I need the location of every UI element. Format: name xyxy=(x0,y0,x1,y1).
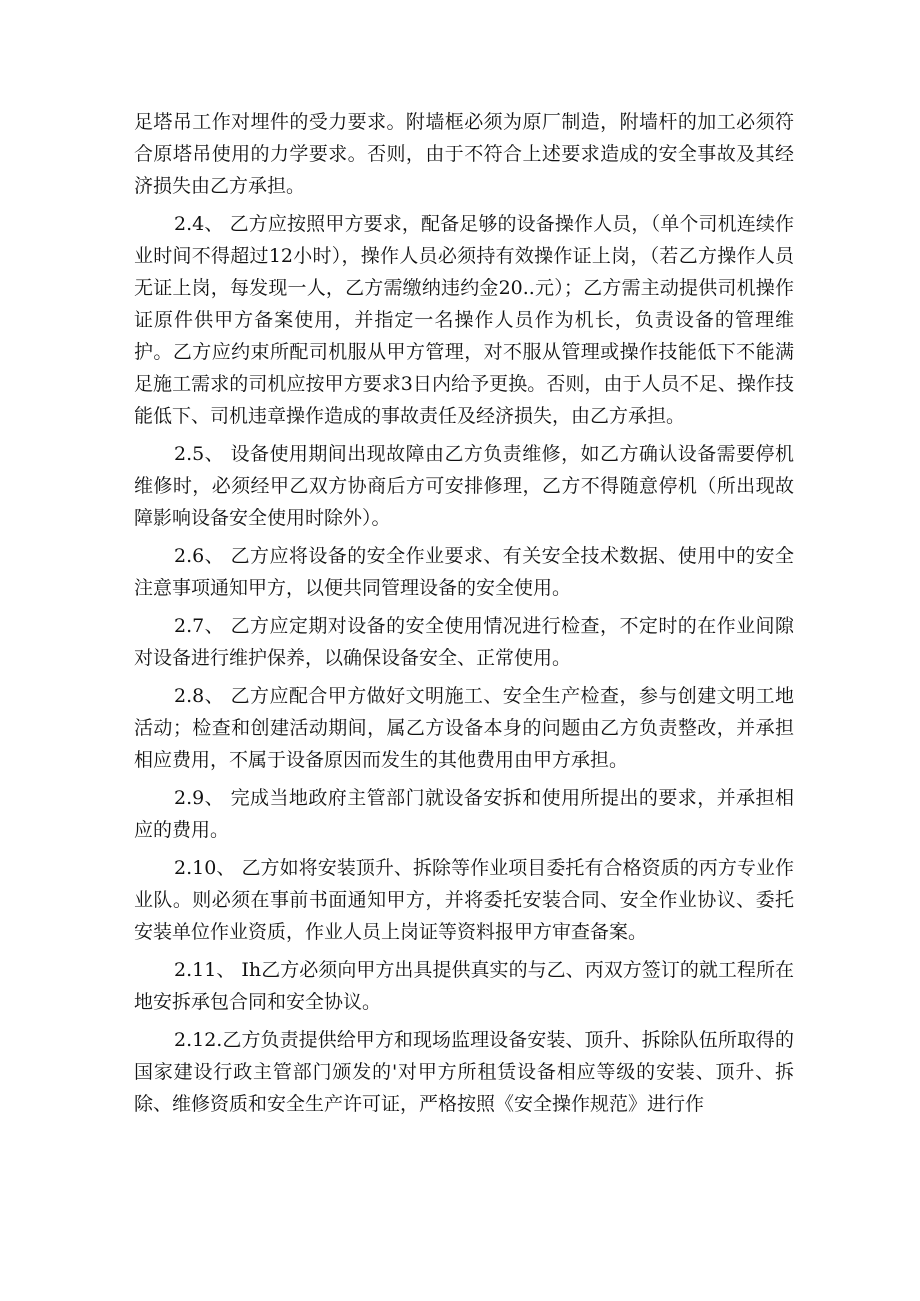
clause-2-5: 2.5、 设备使用期间出现故障由乙方负责维修，如乙方确认设备需要停机维修时，必须经甲乙双方协商后方可安排修理，乙方不得随意停机（所出现故障影响设备安全使用时除外）。 xyxy=(134,443,794,529)
clause-2-6: 2.6、 乙方应将设备的安全作业要求、有关安全技术数据、使用中的安全注意事项通知甲方，以便共同管理设备的安全使用。 xyxy=(134,545,794,599)
clause-2-11: 2.11、 Ih乙方必须向甲方出具提供真实的与乙、丙双方签订的就工程所在地安拆承包合同和安全协议。 xyxy=(134,959,794,1013)
clause-2-9: 2.9、 完成当地政府主管部门就设备安拆和使用所提出的要求，并承担相应的费用。 xyxy=(134,787,794,841)
document-body xyxy=(134,106,794,1120)
clause-2-4: 2.4、 乙方应按照甲方要求，配备足够的设备操作人员，（单个司机连续作业时间不得超过12小时），操作人员必须持有效操作证上岗，（若乙方操作人员无证上岗，每发现一人，乙方需缴纳违约金20..元）；乙方需主动提供司机操作证原件供甲方备案使用，并指定一名操作人员作为机长，负责设备的管理维护。乙方应约束所配司机服从甲方管理，对不服从管理或操作技能低下不能满足施工需求的司机应按甲方要求3日内给予更换。否则，由于人员不足、操作技能低下、司机违章操作造成的事故责任及经济损失，由乙方承担。 xyxy=(134,213,794,427)
paragraph-continuation: 足塔吊工作对埋件的受力要求。附墙框必须为原厂制造，附墙杆的加工必须符合原塔吊使用的力学要求。否则，由于不符合上述要求造成的安全事故及其经济损失由乙方承担。 xyxy=(134,111,794,197)
clause-2-8: 2.8、 乙方应配合甲方做好文明施工、安全生产检查，参与创建文明工地活动；检查和创建活动期间，属乙方设备本身的问题由乙方负责整改，并承担相应费用，不属于设备原因而发生的其他费用由甲方承担。 xyxy=(134,685,794,771)
clause-2-10: 2.10、 乙方如将安装顶升、拆除等作业项目委托有合格资质的丙方专业作业队。则必须在事前书面通知甲方，并将委托安装合同、安全作业协议、委托安装单位作业资质，作业人员上岗证等资料报甲方审查备案。 xyxy=(134,857,794,943)
clause-2-7: 2.7、 乙方应定期对设备的安全使用情况进行检查，不定时的在作业间隙对设备进行维护保养，以确保设备安全、正常使用。 xyxy=(134,615,794,669)
clause-2-12: 2.12.乙方负责提供给甲方和现场监理设备安装、顶升、拆除队伍所取得的国家建设行政主管部门颁发的'对甲方所租赁设备相应等级的安装、顶升、拆除、维修资质和安全生产许可证，严格按照《安全操作规范》进行作 xyxy=(134,1029,794,1115)
